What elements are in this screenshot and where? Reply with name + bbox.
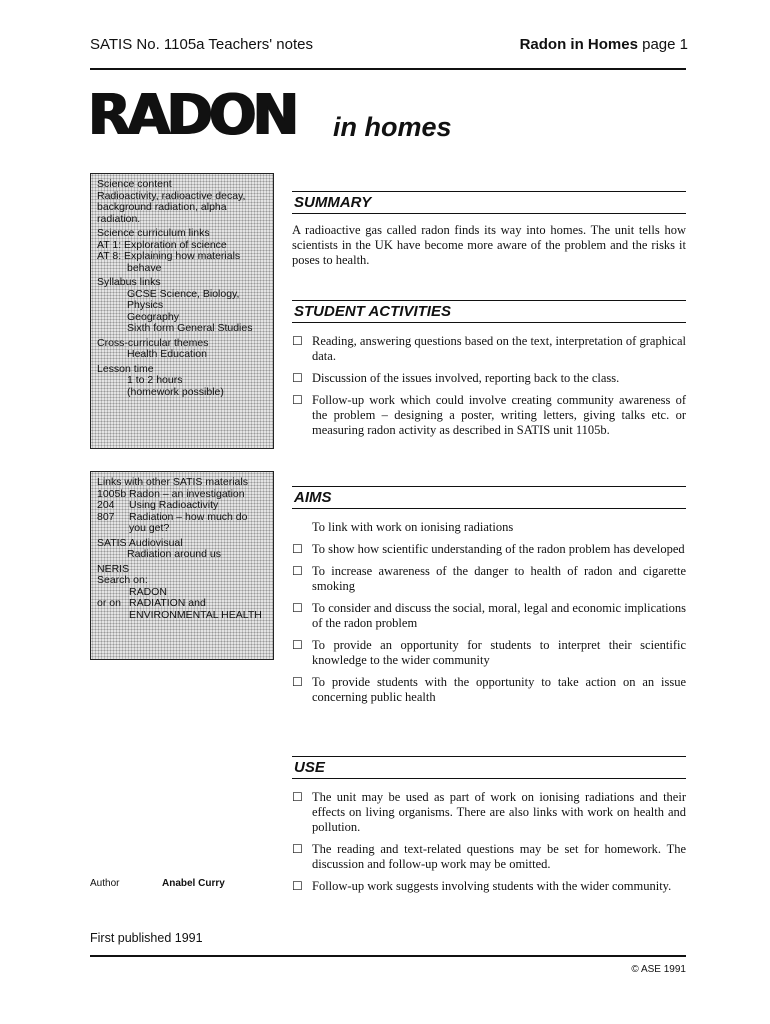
use-item — [292, 879, 686, 894]
use-text: Follow-up work suggests involving students with the wider community. — [312, 879, 672, 893]
aims-heading: AIMS — [292, 486, 686, 509]
link-number: 807 — [97, 510, 115, 523]
aim-item — [292, 675, 686, 705]
activities-heading: STUDENT ACTIVITIES — [292, 300, 686, 323]
aim-item — [292, 638, 686, 668]
checkbox-icon: ☐ — [292, 879, 303, 893]
audiovisual-item: Radiation around us — [127, 548, 221, 560]
header-title: Radon in Homes — [519, 36, 638, 53]
header-right — [520, 36, 688, 53]
use-item — [292, 790, 686, 835]
activities-section — [292, 300, 686, 438]
curriculum-heading: Science curriculum links — [97, 227, 210, 239]
link-number: 1005b — [97, 487, 127, 500]
info-box-links — [90, 471, 274, 660]
checkbox-icon: ☐ — [292, 842, 303, 856]
aim-text: To provide students with the opportunity to take action on an issue concerning public health — [312, 675, 686, 704]
link-row — [97, 500, 267, 512]
checkbox-icon: ☐ — [292, 564, 303, 578]
neris-connector: or on — [97, 597, 121, 609]
science-content-heading: Science content — [97, 178, 172, 190]
neris-term: RADON — [129, 585, 167, 598]
first-published: First published 1991 — [90, 931, 203, 945]
aim-item — [292, 520, 686, 535]
use-text: The unit may be used as part of work on ionising radiations and their effects on living organisms. There are also links with work on health and pollution. — [312, 790, 686, 834]
curriculum-item: behave — [127, 261, 162, 274]
activity-text: Reading, answering questions based on the text, interpretation of graphical data. — [312, 334, 686, 363]
link-title: Radiation – how much do you get? — [129, 510, 248, 534]
aim-item — [292, 564, 686, 594]
curriculum-item: AT 1: Exploration of science — [97, 238, 227, 251]
summary-text: A radioactive gas called radon finds its way into homes. The unit tells how scientists in the UK have become more aware of the problem and the risks it poses to health. — [292, 223, 686, 267]
activity-item — [292, 334, 686, 364]
lesson-time-item: (homework possible) — [127, 385, 224, 398]
checkbox-icon: ☐ — [292, 393, 303, 407]
syllabus-item: GCSE Science, Biology, — [127, 287, 240, 300]
link-number: 204 — [97, 499, 115, 511]
aim-text: To provide an opportunity for students to interpret their scientific knowledge to the wider community — [312, 638, 686, 667]
activity-text: Discussion of the issues involved, reporting back to the class. — [312, 371, 620, 385]
summary-heading: SUMMARY — [292, 191, 686, 214]
summary-section — [292, 191, 686, 268]
aim-item — [292, 601, 686, 631]
cross-curricular-heading: Cross-curricular themes — [97, 336, 209, 349]
use-heading: USE — [292, 756, 686, 779]
syllabus-item: Sixth form General Studies — [127, 322, 253, 334]
audiovisual-heading: SATIS Audiovisual — [97, 536, 183, 549]
neris-connector — [97, 610, 129, 622]
aim-text: To show how scientific understanding of the radon problem has developed — [312, 542, 685, 556]
bottom-rule — [90, 955, 686, 957]
neris-term: RADIATION and — [129, 597, 206, 609]
checkbox-icon: ☐ — [292, 675, 303, 689]
neris-term: ENVIRONMENTAL HEALTH — [129, 608, 262, 621]
checkbox-icon: ☐ — [292, 334, 303, 348]
activity-item — [292, 371, 686, 386]
lesson-time-heading: Lesson time — [97, 362, 154, 375]
activity-item — [292, 393, 686, 438]
neris-row — [97, 610, 267, 622]
header-left: SATIS No. 1105a Teachers' notes — [90, 36, 313, 53]
syllabus-item: Physics — [127, 299, 164, 311]
link-title: Radon – an investigation — [129, 487, 245, 500]
checkbox-icon: ☐ — [292, 371, 303, 385]
syllabus-heading: Syllabus links — [97, 276, 161, 288]
aim-text: To increase awareness of the danger to health of radon and cigarette smoking — [312, 564, 686, 593]
title-subtitle: in homes — [333, 112, 452, 142]
links-heading: Links with other SATIS materials — [97, 476, 248, 488]
use-text: The reading and text-related questions may be set for homework. The discussion and follow-up work may be omitted. — [312, 842, 686, 871]
aim-text: To link with work on ionising radiations — [312, 520, 514, 534]
page-number: page 1 — [642, 36, 688, 53]
checkbox-icon: ☐ — [292, 542, 303, 556]
lesson-time-item: 1 to 2 hours — [127, 374, 183, 386]
aim-item — [292, 542, 686, 557]
science-content-text: Radioactivity, radioactive decay, background radiation, alpha radiation. — [97, 189, 246, 225]
use-item — [292, 842, 686, 872]
checkbox-icon: ☐ — [292, 638, 303, 652]
copyright: © ASE 1991 — [631, 964, 686, 975]
curriculum-item: AT 8: Explaining how materials — [97, 250, 241, 262]
link-row — [97, 512, 267, 535]
top-rule — [90, 68, 686, 70]
link-title: Using Radioactivity — [129, 499, 219, 511]
aim-text: To consider and discuss the social, moral, legal and economic implications of the radon problem — [312, 601, 686, 630]
aims-section — [292, 486, 686, 705]
activity-text: Follow-up work which could involve creating community awareness of the problem – designing a poster, writing letters, giving talks etc. or measuring radon activity as described in SATIS unit 1105b. — [312, 393, 686, 437]
syllabus-item: Geography — [127, 310, 179, 323]
neris-row — [97, 598, 267, 610]
checkbox-icon: ☐ — [292, 601, 303, 615]
author-label: Author — [90, 878, 120, 889]
use-section — [292, 756, 686, 894]
neris-heading: NERIS — [97, 562, 130, 575]
author-name: Anabel Curry — [162, 878, 225, 889]
info-box-content — [90, 173, 274, 449]
checkbox-icon — [292, 520, 312, 535]
cross-curricular-item: Health Education — [127, 348, 207, 360]
neris-search-label: Search on: — [97, 574, 148, 586]
checkbox-icon: ☐ — [292, 790, 303, 804]
radon-logo: RADON — [88, 83, 296, 148]
